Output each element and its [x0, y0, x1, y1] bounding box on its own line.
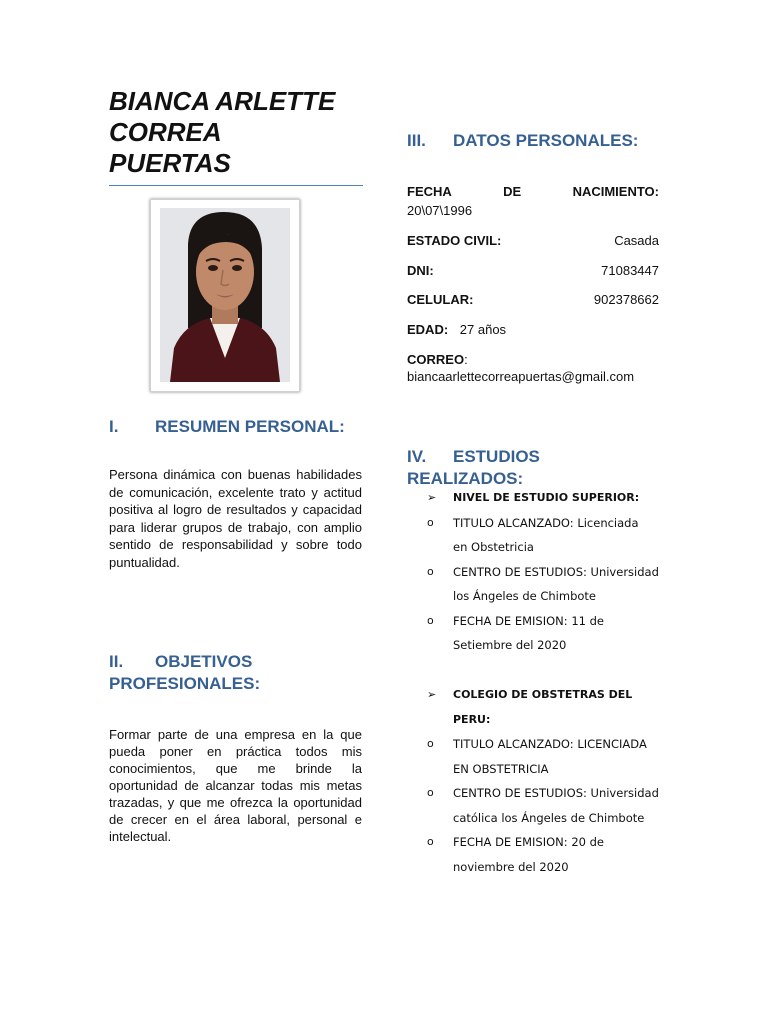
profile-photo — [160, 208, 290, 382]
name-line-1: BIANCA ARLETTE — [109, 86, 336, 116]
circle-bullet-icon: o — [427, 786, 434, 799]
celular-label: CELULAR: — [407, 292, 474, 307]
circle-bullet-icon: o — [427, 737, 434, 750]
superior-fecha-1: FECHA DE EMISION: 11 de — [453, 613, 604, 628]
colegio-titulo-1: TITULO ALCANZADO: LICENCIADA — [453, 737, 647, 751]
datos-heading — [407, 130, 659, 152]
superior-titulo-1: TITULO ALCANZADO: Licenciada — [453, 515, 639, 530]
celular-value: 902378662 — [593, 292, 659, 307]
fecha-label-3: NACIMIENTO: — [572, 184, 659, 199]
section-objetivos — [109, 651, 362, 845]
resumen-heading — [109, 416, 362, 438]
estudios-title-1: ESTUDIOS — [453, 447, 540, 466]
estado-civil-label: ESTADO CIVIL: — [407, 233, 502, 248]
circle-bullet-icon: o — [427, 564, 434, 578]
dni-field — [407, 262, 659, 279]
name-divider — [109, 185, 363, 186]
colegio-fecha-item — [407, 830, 659, 879]
superior-titulo-2: en Obstetricia — [453, 540, 534, 554]
superior-centro-2: los Ángeles de Chimbote — [453, 589, 596, 603]
estudios-number: IV. — [407, 447, 427, 466]
objetivos-title-2: PROFESIONALES: — [109, 674, 261, 693]
circle-bullet-icon: o — [427, 515, 434, 529]
circle-bullet-icon: o — [427, 613, 434, 627]
dni-value: 71083447 — [601, 263, 659, 278]
superior-fecha-2: Setiembre del 2020 — [453, 638, 567, 652]
colegio-titulo-2: EN OBSTETRICIA — [453, 761, 549, 776]
superior-fecha-item — [407, 609, 659, 658]
profile-photo-frame — [150, 199, 300, 392]
superior-centro-item — [407, 560, 659, 609]
datos-title: DATOS PERSONALES: — [453, 131, 639, 150]
celular-field — [407, 291, 659, 308]
correo-field — [407, 351, 659, 385]
estado-civil-value: Casada — [614, 233, 659, 248]
colegio-fecha-1: FECHA DE EMISION: 20 de — [453, 835, 604, 849]
objetivos-heading — [109, 651, 362, 695]
name-line-2: CORREA — [109, 117, 222, 147]
estudios-title-2: REALIZADOS: — [407, 469, 524, 488]
edad-value: 27 años — [459, 322, 507, 337]
datos-number: III. — [407, 131, 426, 150]
superior-heading: NIVEL DE ESTUDIO SUPERIOR: — [453, 491, 640, 504]
colegio-fecha-2: noviembre del 2020 — [453, 859, 569, 874]
right-column — [407, 130, 659, 874]
superior-centro-1: CENTRO DE ESTUDIOS: Universidad — [453, 564, 659, 579]
fecha-label-1: FECHA — [407, 184, 452, 199]
edad-label: EDAD: — [407, 322, 449, 337]
objetivos-text: Formar parte de una empresa en la que pueda poner en práctica todos mis conocimientos, que me brinde la oportunidad de alcanzar todas mis metas trazadas, y que me ofrezca la oportunidad de crecer en el área laboral, personal e intelectual. — [109, 727, 362, 844]
estudios-colegio-list — [407, 683, 659, 879]
superior-titulo-item — [407, 511, 659, 560]
colegio-centro-1: CENTRO DE ESTUDIOS: Universidad — [453, 786, 659, 800]
objetivos-title-1: OBJETIVOS — [155, 652, 253, 671]
arrow-bullet-icon: ➢ — [427, 491, 437, 504]
fecha-nacimiento-field — [407, 183, 659, 200]
colegio-titulo-item — [407, 732, 659, 781]
correo-value: biancaarlettecorreapuertas@gmail.com — [407, 369, 635, 384]
circle-bullet-icon: o — [427, 835, 434, 848]
fecha-nacimiento-value: 20\07\1996 — [407, 203, 473, 218]
superior-heading-item — [407, 486, 659, 511]
fecha-label-2: DE — [503, 184, 522, 199]
colegio-centro-2: católica los Ángeles de Chimbote — [453, 810, 645, 825]
resumen-title: RESUMEN PERSONAL: — [155, 417, 345, 436]
correo-colon: : — [464, 352, 468, 367]
estudios-superior-list — [407, 486, 659, 658]
dni-label: DNI: — [407, 263, 434, 278]
colegio-centro-item — [407, 781, 659, 830]
arrow-bullet-icon: ➢ — [427, 688, 437, 701]
name-line-3: PUERTAS — [109, 148, 231, 178]
colegio-heading-2: PERU: — [453, 712, 491, 726]
left-column — [109, 86, 364, 186]
correo-label: CORREO — [407, 352, 465, 367]
estudios-heading — [407, 446, 659, 490]
portrait-image — [160, 208, 290, 382]
resumen-text: Persona dinámica con buenas habilidades de comunicación, excelente trato y actitud positiva al logro de resultados y capacidad para liderar grupos de trabajo, con amplio sentido de responsabilidad y sobre todo puntualidad. — [109, 467, 362, 570]
candidate-name — [109, 86, 364, 179]
resumen-number: I. — [109, 417, 119, 436]
colegio-heading-1: COLEGIO DE OBSTETRAS DEL — [453, 688, 633, 701]
section-resumen — [109, 416, 362, 571]
edad-field — [407, 321, 659, 338]
estado-civil-field — [407, 232, 659, 249]
objetivos-number: II. — [109, 652, 124, 671]
colegio-heading-item — [407, 683, 659, 732]
